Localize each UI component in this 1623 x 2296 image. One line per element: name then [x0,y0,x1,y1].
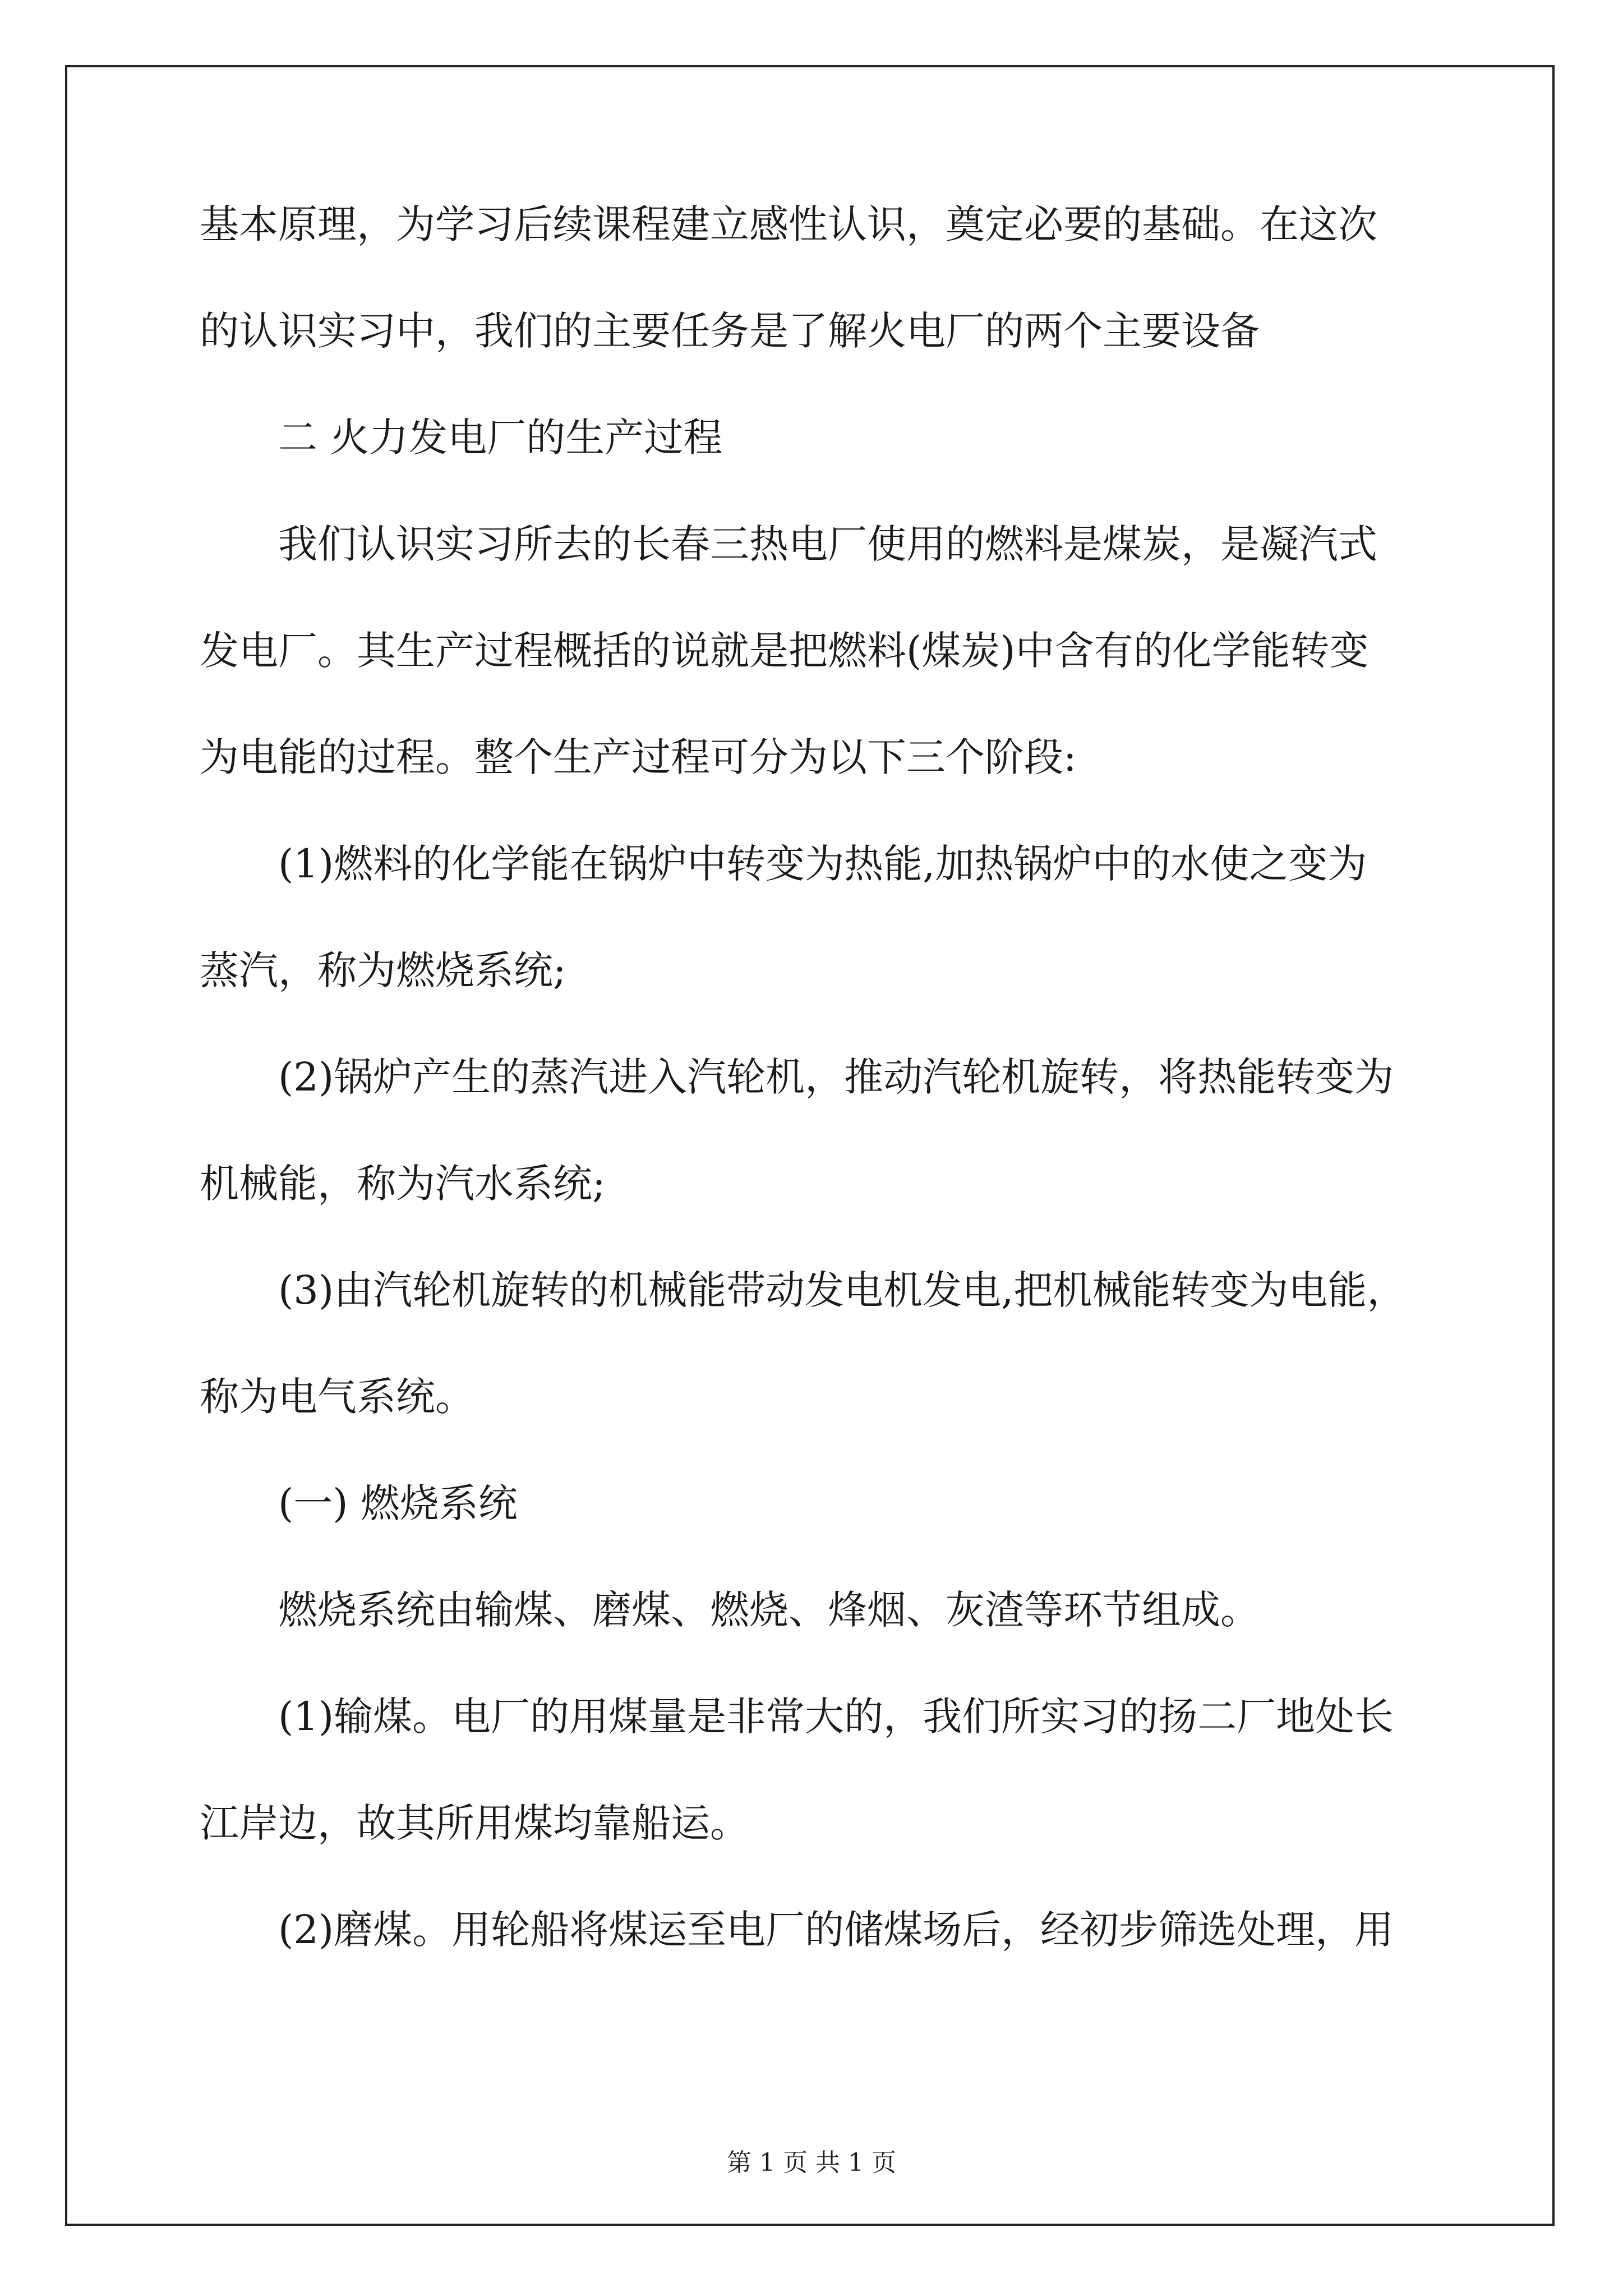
text-line: 江岸边，故其所用煤均靠船运。 [200,1800,749,1846]
section-heading: 二 火力发电厂的生产过程 [278,415,723,461]
text-line: (2)锅炉产生的蒸汽进入汽轮机，推动汽轮机旋转，将热能转变为 [278,1054,1394,1100]
text-line: 基本原理，为学习后续课程建立感性认识，奠定必要的基础。在这次 [200,201,1377,247]
text-line: 蒸汽，称为燃烧系统; [200,947,566,993]
text-line: 称为电气系统。 [200,1374,474,1420]
text-line: 为电能的过程。整个生产过程可分为以下三个阶段: [200,734,1077,780]
page-frame [65,65,1555,2226]
text-line: 我们认识实习所去的长春三热电厂使用的燃料是煤炭，是凝汽式 [278,521,1377,567]
text-line: (1)燃料的化学能在锅炉中转变为热能,加热锅炉中的水使之变为 [278,841,1367,887]
section-heading: (一) 燃烧系统 [278,1480,518,1526]
page-footer: 第 1 页 共 1 页 [727,2148,896,2177]
text-line: 燃烧系统由输煤、磨煤、燃烧、烽烟、灰渣等环节组成。 [278,1587,1260,1633]
text-line: (1)输煤。电厂的用煤量是非常大的，我们所实习的扬二厂地处长 [278,1694,1394,1740]
text-line: 的认识实习中，我们的主要任务是了解火电厂的两个主要设备 [200,308,1260,354]
text-line: (3)由汽轮机旋转的机械能带动发电机发电,把机械能转变为电能， [278,1267,1407,1313]
text-line: 发电厂。其生产过程概括的说就是把燃料(煤炭)中含有的化学能转变 [200,628,1369,674]
text-line: (2)磨煤。用轮船将煤运至电厂的储煤场后，经初步筛选处理，用 [278,1907,1394,1953]
text-line: 机械能，称为汽水系统; [200,1161,606,1207]
